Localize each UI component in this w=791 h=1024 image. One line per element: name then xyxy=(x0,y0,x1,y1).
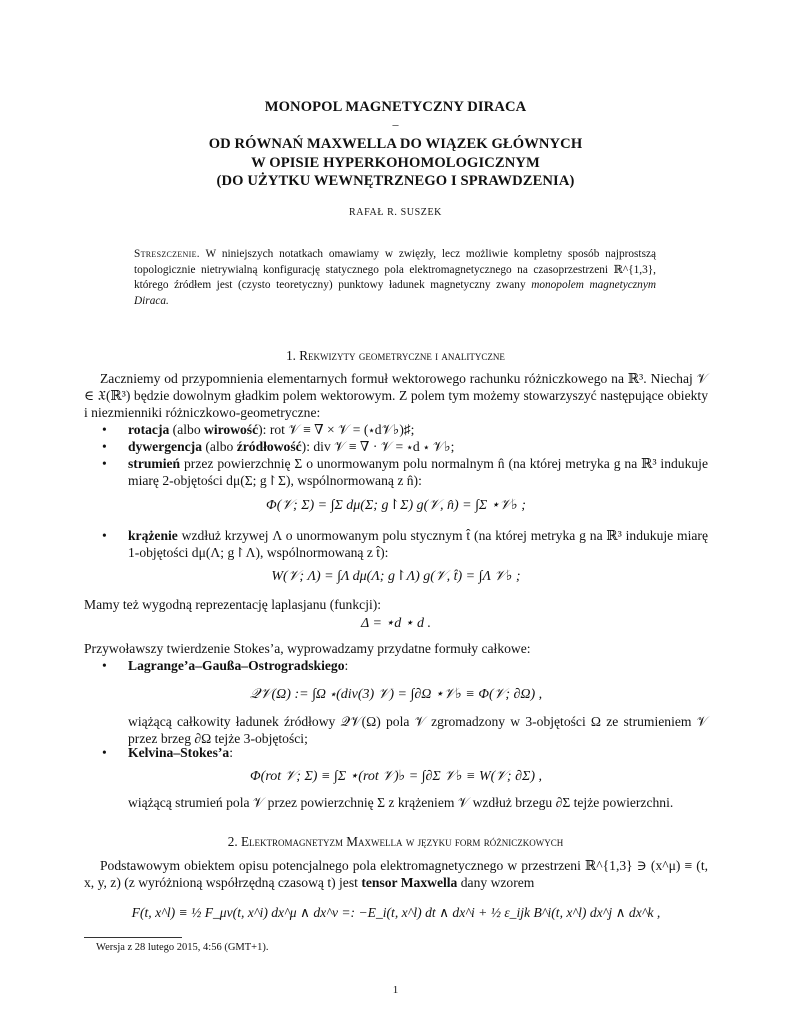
bullet-formula: ): rot 𝒱 ≡ ∇ × 𝒱 = (⋆d𝒱♭)♯; xyxy=(258,422,415,437)
bullet-dot: • xyxy=(102,658,107,673)
abstract xyxy=(134,247,656,309)
author: RAFAŁ R. SUSZEK xyxy=(349,207,442,218)
title-line-3: W OPISIE HYPERKOHOMOLOGICZNYM xyxy=(251,155,540,171)
bullet-text: (albo xyxy=(169,422,205,437)
bullet-rotation xyxy=(102,421,708,438)
bullet-term: Lagrange’a–Gaußa–Ostrogradskiego xyxy=(128,658,345,673)
stokes-text: Przywoławszy twierdzenie Stokes’a, wyprowadzamy przydatne formuły całkowe: xyxy=(84,641,531,656)
bullet-term: strumień xyxy=(128,456,181,471)
title-line-2: OD RÓWNAŃ MAXWELLA DO WIĄZEK GŁÓWNYCH xyxy=(208,136,583,152)
bullet-dot: • xyxy=(102,422,107,437)
section-2-intro-term: tensor Maxwella xyxy=(361,875,458,890)
bullet-colon: : xyxy=(229,745,233,760)
bullet-circulation xyxy=(102,527,708,561)
equation-kelvin-stokes: Φ(rot 𝒱; Σ) ≡ ∫Σ ⋆(rot 𝒱)♭ = ∫∂Σ 𝒱♭ ≡ W(𝒱; ∂Σ) , xyxy=(250,769,542,784)
bullet-dot: • xyxy=(102,456,107,471)
section-2-intro-text: Podstawowym obiektem opisu potencjalnego pola elektromagnetycznego w przestrzeni ℝ^{1,3} ∋ (x^μ) ≡ (t, x, y, z) (z wyróżnioną współrzędną czasową t) jest xyxy=(84,858,708,890)
bullet-text: przez powierzchnię Σ o unormowanym polu normalnym n̂ (na której metryka g na ℝ³ indukuje miarę 2-objętości dμ(Σ; g↾Σ), wspólnormowaną z n̂): xyxy=(128,456,708,488)
bullet-dot: • xyxy=(102,528,107,543)
title-line-1: MONOPOL MAGNETYCZNY DIRACA xyxy=(264,99,527,115)
equation-laplacian: Δ = ⋆d ⋆ d . xyxy=(361,616,431,631)
section-2-intro-end: dany wzorem xyxy=(457,875,535,890)
section-1-title: 1. Rekwizyty geometryczne i analityczne xyxy=(286,348,505,363)
bullet-kelvin-stokes xyxy=(102,744,708,761)
bullet-term: Kelvina–Stokes’a xyxy=(128,745,230,760)
laplacian-text: Mamy też wygodną reprezentację laplasjanu (funkcji): xyxy=(84,597,382,612)
bullet-term: rotacja xyxy=(128,422,170,437)
bullet-colon: : xyxy=(344,658,349,673)
equation-flux: Φ(𝒱; Σ) = ∫Σ dμ(Σ; g↾Σ) g(𝒱, n̂) = ∫Σ ⋆𝒱♭ ; xyxy=(266,498,526,513)
equation-maxwell-tensor: F(t, x^l) ≡ ½ F_μν(t, x^i) dx^μ ∧ dx^ν =: −E_i(t, x^l) dt ∧ dx^i + ½ ε_ijk B^i(t, x^l) dx^j ∧ dx^k , xyxy=(131,905,661,920)
bullet-term-alt: wirowość xyxy=(204,422,259,437)
footnote-rule xyxy=(84,937,182,938)
footnote: Wersja z 28 lutego 2015, 4:56 (GMT+1). xyxy=(96,942,269,953)
bullet-text: wzdłuż krzywej Λ o unormowanym polu stycznym t̂ (na której metryka g na ℝ³ indukuje miarę 1-objętości dμ(Λ; g↾Λ), wspólnormowaną z t̂): xyxy=(128,528,708,560)
bullet-flux xyxy=(102,455,708,489)
abstract-text-end: monopolem magnetycznym Diraca. xyxy=(134,279,656,307)
bullet-term: krążenie xyxy=(128,528,178,543)
title-line-4: (DO UŻYTKU WEWNĘTRZNEGO I SPRAWDZENIA) xyxy=(216,173,575,189)
title-dash: – xyxy=(392,117,399,131)
bullet-formula: ): div 𝒱 ≡ ∇ · 𝒱 = ⋆d ⋆ 𝒱♭; xyxy=(301,439,455,454)
equation-circulation: W(𝒱; Λ) = ∫Λ dμ(Λ; g↾Λ) g(𝒱, t̂) = ∫Λ 𝒱♭ ; xyxy=(271,569,521,584)
equation-gauss: 𝒬𝒱(Ω) := ∫Ω ⋆(div(3) 𝒱) = ∫∂Ω ⋆𝒱♭ ≡ Φ(𝒱; ∂Ω) , xyxy=(249,687,543,702)
section-2-title: 2. Elektromagnetyzm Maxwella w języku form różniczkowych xyxy=(227,834,564,849)
page-number: 1 xyxy=(392,984,399,996)
bullet-divergence xyxy=(102,438,708,455)
section-1-intro: Zaczniemy od przypomnienia elementarnych formuł wektorowego rachunku różniczkowego na ℝ³. Niechaj 𝒱 ∈ 𝔛(ℝ³) będzie dowolnym gładkim polem wektorowym. Z polem tym możemy stowarzyszyć następujące obiekty i niezmienniki różniczkowo-geometryczne: xyxy=(84,371,708,420)
bullet-dot: • xyxy=(102,439,107,454)
kelvin-stokes-description: wiążącą strumień pola 𝒱 przez powierzchnię Σ z krążeniem 𝒱 wzdłuż brzegu ∂Σ tejże powierzchni. xyxy=(128,795,674,810)
section-2-intro xyxy=(84,857,708,891)
bullet-term: dywergencja xyxy=(128,439,202,454)
bullet-gauss xyxy=(102,657,708,674)
bullet-text: (albo xyxy=(202,439,237,454)
gauss-description: wiążącą całkowity ładunek źródłowy 𝒬𝒱(Ω) pola 𝒱 zgromadzony w 3-objętości Ω ze strumieniem 𝒱 przez brzeg ∂Ω tejże 3-objętości; xyxy=(128,714,708,746)
bullet-term-alt: źródłowość xyxy=(236,439,302,454)
bullet-dot: • xyxy=(102,745,107,760)
abstract-label: Streszczenie. xyxy=(134,248,200,260)
abstract-text: W niniejszych notatkach omawiamy w zwięzły, lecz możliwie kompletny sposób najprostszą topologicznie nietrywialną konfigurację statycznego pola elektromagnetycznego na czasoprzestrzeni ℝ^{1,3}, którego źródłem jest (czysto teoretyczny) punktowy ładunek magnetyczny zwany xyxy=(134,248,656,291)
